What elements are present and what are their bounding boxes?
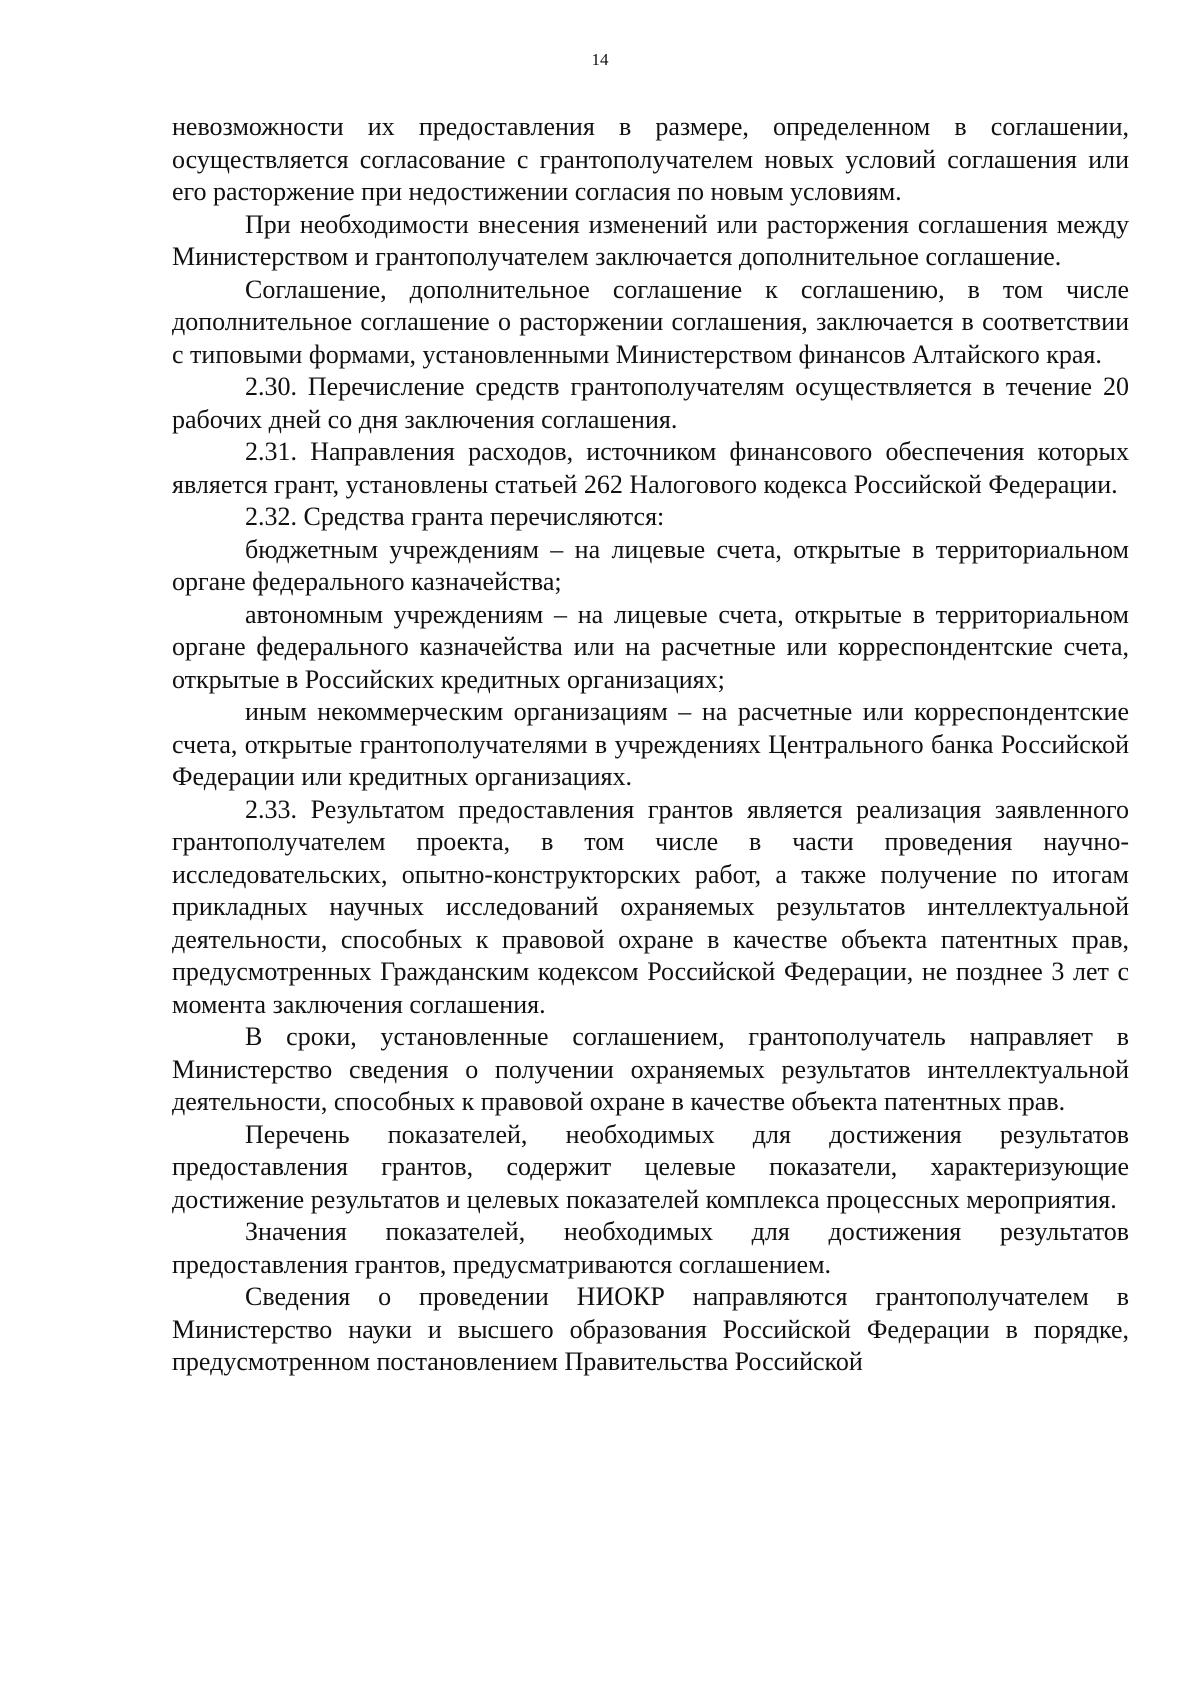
paragraph: иным некоммерческим организациям – на расчетные или корреспондентские счета, открытые грантополучателями в учреждениях Центрального банка Российской Федерации или кредитных организациях. (172, 697, 1129, 791)
paragraph: Сведения о проведении НИОКР направляются грантополучателем в Министерство науки и высшего образования Российской Федерации в порядке, предусмотренном постановлением Правительства Российской (172, 1282, 1129, 1376)
document-body (172, 111, 1129, 1379)
paragraph: 2.30. Перечисление средств грантополучателям осуществляется в течение 20 рабочих дней со дня заключения соглашения. (172, 372, 1129, 434)
paragraph: Перечень показателей, необходимых для достижения результатов предоставления грантов, содержит целевые показатели, характеризующие достижение результатов и целевых показателей комплекса процессных мероприятия. (172, 1119, 1129, 1214)
paragraph: 2.32. Средства гранта перечисляются: (245, 502, 665, 531)
paragraph: невозможности их предоставления в размере, определенном в соглашении, осуществляется согласование с грантополучателем новых условий соглашения или его расторжение при недостижении согласия по новым условиям. (172, 112, 1129, 206)
paragraph: бюджетным учреждениям – на лицевые счета, открытые в территориальном органе федерального казначейства; (172, 534, 1129, 596)
paragraph: Значения показателей, необходимых для достижения результатов предоставления грантов, предусматриваются соглашением. (172, 1217, 1129, 1279)
paragraph: Соглашение, дополнительное соглашение к соглашению, в том числе дополнительное соглашение о расторжении соглашения, заключается в соответствии с типовыми формами, установленными Министерством финансов Алтайского края. (172, 274, 1129, 369)
paragraph: В сроки, установленные соглашением, грантополучатель направляет в Министерство сведения о получении охраняемых результатов интеллектуальной деятельности, способных к правовой охране в качестве объекта патентных прав. (172, 1022, 1129, 1116)
paragraph: При необходимости внесения изменений или расторжения соглашения между Министерством и грантополучателем заключается дополнительное соглашение. (172, 209, 1129, 271)
paragraph: 2.33. Результатом предоставления грантов является реализация заявленного грантополучателем проекта, в том числе в части проведения научно-исследовательских, опытно-конструкторских работ, а также получение по итогам прикладных научных исследований охраняемых результатов интеллектуальной деятельности, способных к правовой охране в качестве объекта патентных прав, предусмотренных Гражданским кодексом Российской Федерации, не позднее 3 лет с момента заключения соглашения. (172, 794, 1129, 1019)
paragraph: автономным учреждениям – на лицевые счета, открытые в территориальном органе федерального казначейства или на расчетные или корреспондентские счета, открытые в Российских кредитных организациях; (172, 599, 1129, 694)
paragraph: 2.31. Направления расходов, источником финансового обеспечения которых является грант, установлены статьей 262 Налогового кодекса Российской Федерации. (172, 437, 1129, 499)
page-number: 14 (591, 50, 609, 69)
